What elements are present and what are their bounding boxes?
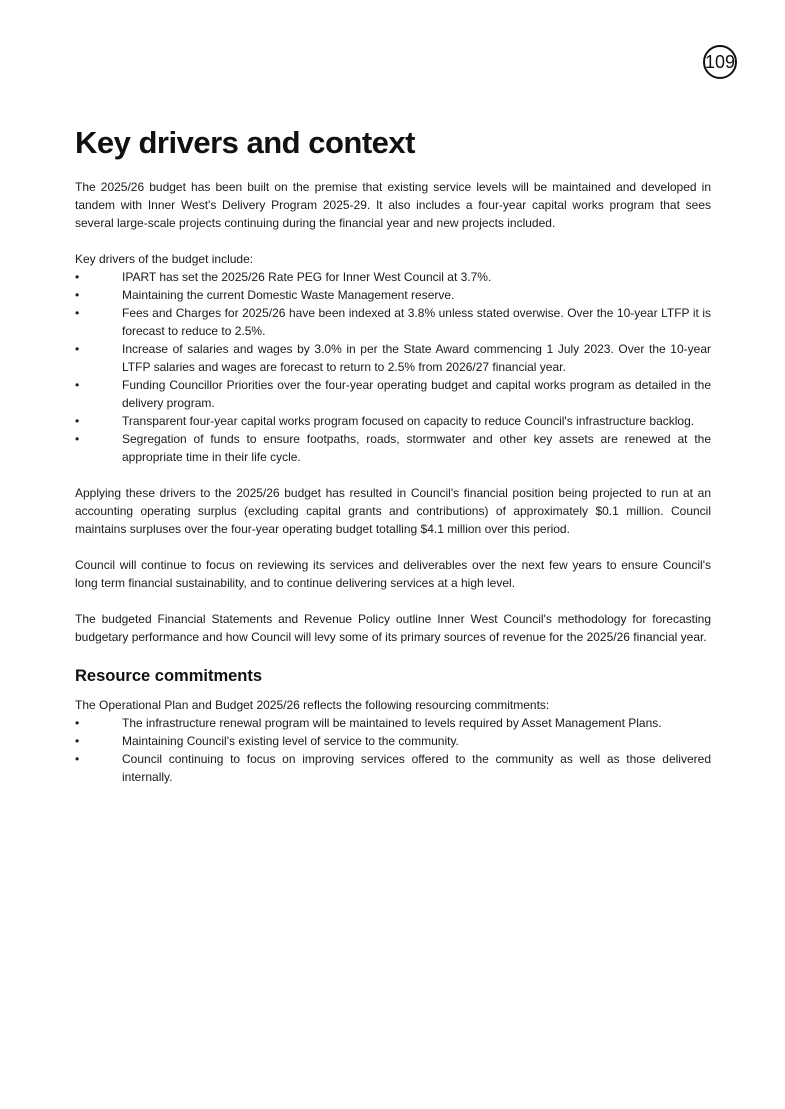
page-number-badge [703, 45, 737, 79]
resource-intro: The Operational Plan and Budget 2025/26 reflects the following resourcing commitments: [75, 698, 550, 712]
paragraph-sustainability: Council will continue to focus on reviewing its services and deliverables over the next few years to ensure Council's long term financial sustainability, and to continue delivering services at a high level. [75, 558, 711, 590]
drivers-list [75, 268, 711, 466]
list-item: • Funding Councillor Priorities over the four-year operating budget and capital works program as detailed in the delivery program. [75, 376, 711, 412]
page-number: 109 [704, 51, 736, 72]
list-item: • Increase of salaries and wages by 3.0% in per the State Award commencing 1 July 2023. Over the 10-year LTFP salaries and wages are forecast to return to 2.5% from 2026/27 financial year. [75, 340, 711, 376]
list-item: • The infrastructure renewal program will be maintained to levels required by Asset Management Plans. [75, 714, 711, 732]
list-item: • Fees and Charges for 2025/26 have been indexed at 3.8% unless stated overwise. Over the 10-year LTFP it is forecast to reduce to 2.5%. [75, 304, 711, 340]
resource-list [75, 714, 711, 786]
list-item: • Segregation of funds to ensure footpaths, roads, stormwater and other key assets are renewed at the appropriate time in their life cycle. [75, 430, 711, 466]
list-item: • Maintaining the current Domestic Waste Management reserve. [75, 286, 711, 304]
list-item: • Council continuing to focus on improving services offered to the community as well as those delivered internally. [75, 750, 711, 786]
paragraph-financial-statements: The budgeted Financial Statements and Revenue Policy outline Inner West Council's methodology for forecasting budgetary performance and how Council will levy some of its primary sources of revenue for the 2025/26 financial year. [75, 612, 711, 644]
list-item: • Maintaining Council's existing level of service to the community. [75, 732, 711, 750]
list-item: • Transparent four-year capital works program focused on capacity to reduce Council's infrastructure backlog. [75, 412, 711, 430]
list-item: • IPART has set the 2025/26 Rate PEG for Inner West Council at 3.7%. [75, 268, 711, 286]
drivers-intro: Key drivers of the budget include: [75, 252, 254, 266]
document-body [75, 124, 711, 786]
paragraph-financial-position: Applying these drivers to the 2025/26 budget has resulted in Council's financial position being projected to run at an accounting operating surplus (excluding capital grants and contributions) of approximately $0.1 million. Council maintains surpluses over the four-year operating budget totalling $4.1 million over this period. [75, 486, 711, 536]
section-heading-resource: Resource commitments [75, 667, 263, 685]
intro-paragraph: The 2025/26 budget has been built on the premise that existing service levels will be maintained and developed in tandem with Inner West's Delivery Program 2025-29. It also includes a four-year capital works program that sees several large-scale projects continuing during the financial year and new projects included. [75, 180, 711, 230]
page-title: Key drivers and context [75, 125, 415, 160]
